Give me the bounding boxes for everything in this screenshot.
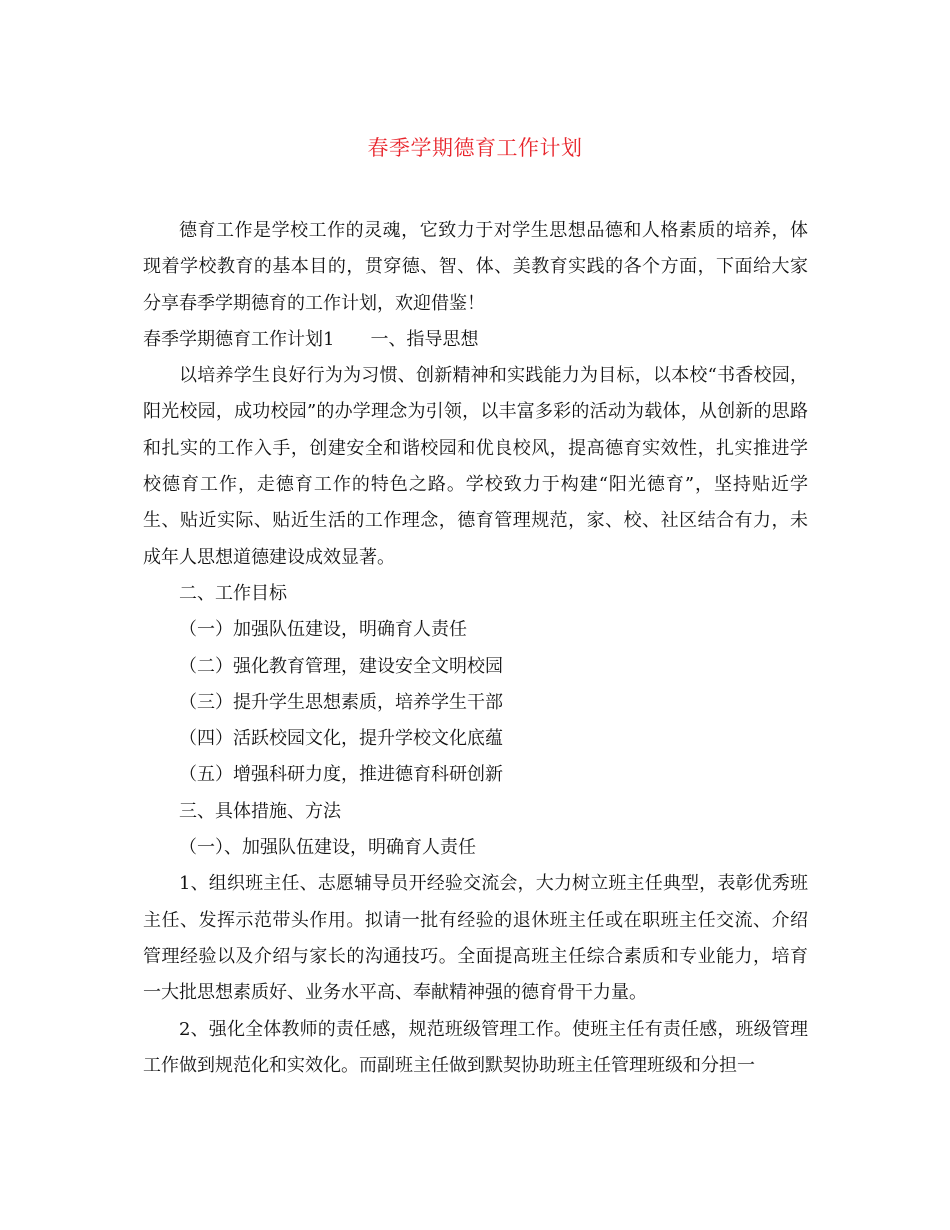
section3-subheading: （一）、加强队伍建设，明确育人责任 xyxy=(179,837,476,859)
goal-item: （四）活跃校园文化，提升学校文化底蕴 xyxy=(179,728,503,750)
goal-item: （二）强化教育管理，建设安全文明校园 xyxy=(179,655,503,677)
plan-heading-line xyxy=(143,322,808,358)
section3-heading: 三、具体措施、方法 xyxy=(179,800,341,822)
section1-heading: 一、指导思想 xyxy=(370,328,479,350)
goal-item: （一）加强队伍建设，明确育人责任 xyxy=(179,619,467,641)
plan-heading: 春季学期德育工作计划1 xyxy=(143,328,335,350)
document-body xyxy=(143,213,808,1084)
section2-heading: 二、工作目标 xyxy=(179,582,287,604)
goal-item: （三）提升学生思想素质，培养学生干部 xyxy=(179,691,503,713)
document-title: 春季学期德育工作计划 xyxy=(367,136,583,160)
section1-paragraph: 以培养学生良好行为为习惯、创新精神和实践能力为目标，以本校“书香校园，阳光校园，成功校园”的办学理念为引领，以丰富多彩的活动为载体，从创新的思路和扎实的工作入手，创建安全和谐校园和优良校风，提高德育实效性，扎实推进学校德育工作，走德育工作的特色之路。学校致力于构建“阳光德育”，坚持贴近学生、贴近实际、贴近生活的工作理念，德育管理规范，家、校、社区结合有力，未成年人思想道德建设成效显著。 xyxy=(143,365,808,568)
intro-paragraph: 德育工作是学校工作的灵魂，它致力于对学生思想品德和人格素质的培养，体现着学校教育的基本目的，贯穿德、智、体、美教育实践的各个方面，下面给大家分享春季学期德育的工作计划，欢迎借鉴！ xyxy=(143,220,808,314)
goal-item: （五）增强科研力度，推进德育科研创新 xyxy=(179,764,503,786)
measure-paragraph-1: 1、组织班主任、志愿辅导员开经验交流会，大力树立班主任典型，表彰优秀班主任、发挥示范带头作用。拟请一批有经验的退休班主任或在职班主任交流、介绍管理经验以及介绍与家长的沟通技巧。全面提高班主任综合素质和专业能力，培育一大批思想素质好、业务水平高、奉献精神强的德育骨干力量。 xyxy=(143,873,808,1004)
measure-paragraph-2: 2、强化全体教师的责任感，规范班级管理工作。使班主任有责任感，班级管理工作做到规范化和实效化。而副班主任做到默契协助班主任管理班级和分担一 xyxy=(143,1018,808,1076)
